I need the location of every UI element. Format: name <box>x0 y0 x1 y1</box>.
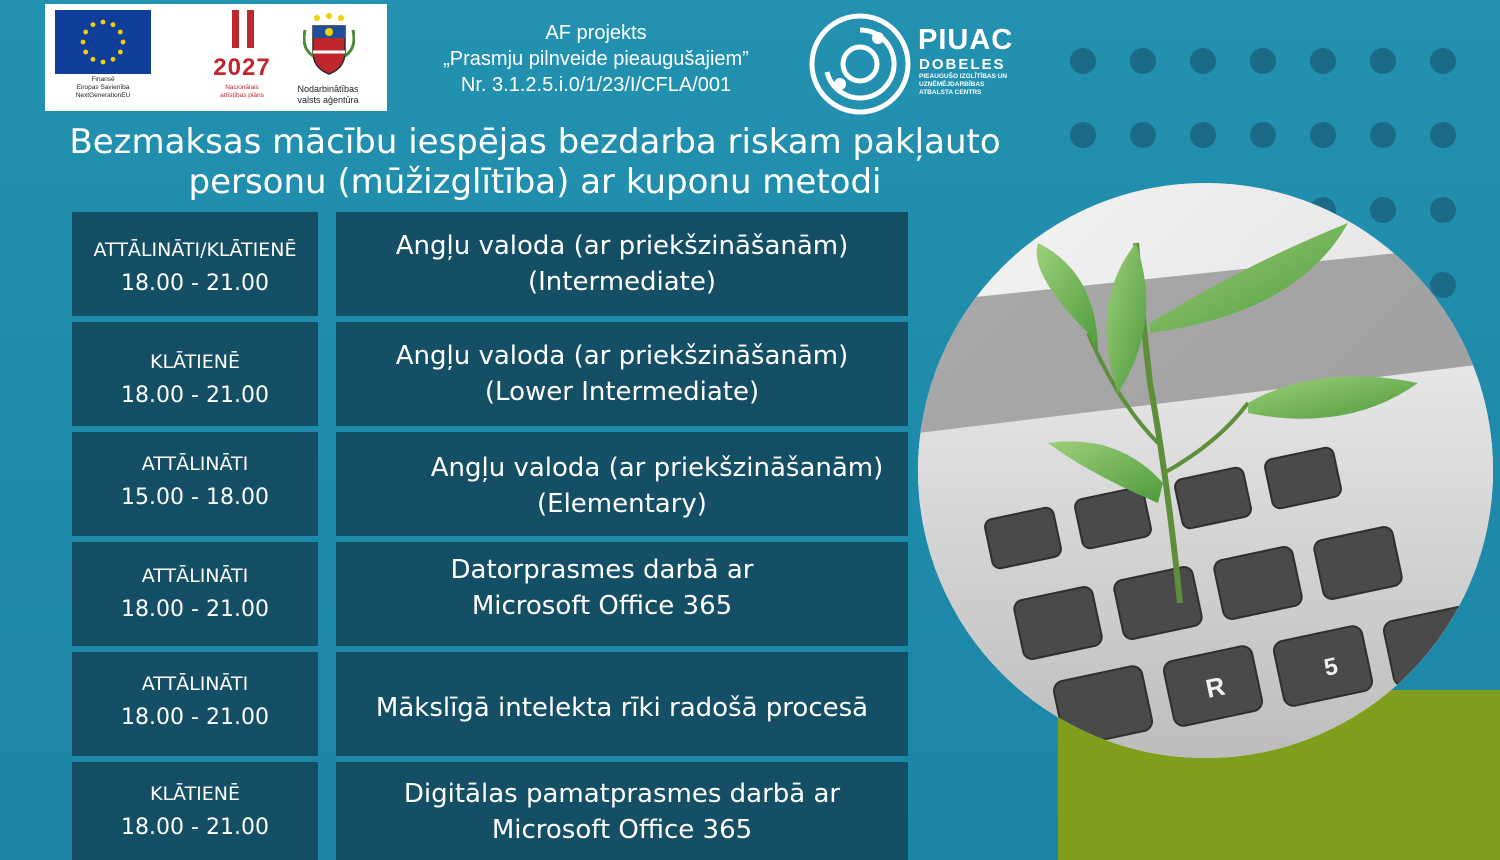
dot <box>1430 272 1456 298</box>
schedule-cell <box>72 432 318 536</box>
national-plan-year: 2027 <box>213 54 271 81</box>
eu-caption: Finansē Eiropas Savienība NextGenerationEU <box>75 76 131 99</box>
course-mode: KLĀTIENĒ <box>150 351 240 373</box>
course-level: Microsoft Office 365 <box>491 815 753 845</box>
course-time: 18.00 - 21.00 <box>121 271 269 296</box>
schedule-cell <box>72 542 318 646</box>
key-label: 5 <box>1321 652 1341 682</box>
course-cell <box>336 762 908 860</box>
course-time: 15.00 - 18.00 <box>121 485 269 510</box>
course-level: (Lower Intermediate) <box>484 377 760 407</box>
course-time: 18.00 - 21.00 <box>121 705 269 730</box>
dot <box>1430 48 1456 74</box>
course-cell <box>336 212 908 316</box>
plant-keyboard-photo <box>918 183 1493 758</box>
course-mode: ATTĀLINĀTI <box>141 565 249 587</box>
piuac-title: PIUAC <box>918 24 1014 56</box>
project-info <box>396 20 796 98</box>
dot <box>1430 122 1456 148</box>
schedule-cell <box>72 762 318 860</box>
dot <box>1070 48 1096 74</box>
eu-flag-icon <box>55 10 151 74</box>
course-cell <box>336 322 908 426</box>
course-title: Datorprasmes darbā ar <box>450 555 754 585</box>
project-number: Nr. 3.1.2.5.i.0/1/23/I/CFLA/001 <box>460 74 732 96</box>
course-mode: KLĀTIENĒ <box>150 783 240 805</box>
title-line-2: personu (mūžizglītība) ar kuponu metodi <box>188 162 882 202</box>
nva-caption: Nodarbinātības valsts aģentūra <box>297 84 359 105</box>
dot <box>1250 48 1276 74</box>
plant-keyboard-illustration <box>918 183 1493 758</box>
national-plan-caption: Nacionālais attīstības plāns <box>220 84 264 99</box>
course-title: Mākslīgā intelekta rīki radošā procesā <box>375 693 869 723</box>
national-plan-logo-icon <box>228 10 258 48</box>
course-time: 18.00 - 21.00 <box>121 815 269 840</box>
piuac-subtitle: DOBELES <box>919 56 1006 73</box>
dot <box>1370 197 1396 223</box>
dot <box>1190 122 1216 148</box>
course-title: Angļu valoda (ar priekšzināšanām) <box>395 231 849 261</box>
schedule-cell <box>72 212 318 316</box>
course-mode: ATTĀLINĀTI <box>141 453 249 475</box>
piuac-description: PIEAUGUŠO IZGLĪTĪBAS UN UZŅĒMĒJDARBĪBAS ATBALSTA CENTRS <box>919 73 1008 96</box>
project-name: „Prasmju pilnveide pieaugušajiem” <box>443 48 749 70</box>
course-cell <box>336 652 908 756</box>
course-mode: ATTĀLINĀTI <box>141 673 249 695</box>
dot <box>1370 122 1396 148</box>
project-label: AF projekts <box>545 22 647 44</box>
dot <box>1130 122 1156 148</box>
course-cell <box>336 542 908 646</box>
course-level: (Intermediate) <box>527 267 717 297</box>
dot <box>1190 48 1216 74</box>
course-level: Microsoft Office 365 <box>471 591 733 621</box>
course-title: Angļu valoda (ar priekšzināšanām) <box>395 341 849 371</box>
schedule-cell <box>72 652 318 756</box>
key-label: R <box>1203 670 1228 704</box>
piuac-logo-icon <box>808 12 912 116</box>
course-time: 18.00 - 21.00 <box>121 597 269 622</box>
course-title: Digitālas pamatprasmes darbā ar <box>403 779 841 809</box>
dot <box>1250 122 1276 148</box>
coat-of-arms-icon <box>303 12 355 78</box>
dot <box>1070 122 1096 148</box>
course-level: (Elementary) <box>537 489 707 519</box>
title-line-1: Bezmaksas mācību iespējas bezdarba riskam pakļauto <box>69 122 1001 162</box>
dot <box>1310 48 1336 74</box>
course-time: 18.00 - 21.00 <box>121 383 269 408</box>
dot <box>1370 48 1396 74</box>
dot <box>1310 122 1336 148</box>
partner-logos-panel <box>45 4 387 111</box>
course-mode: ATTĀLINĀTI/KLĀTIENĒ <box>93 239 297 261</box>
dot <box>1430 197 1456 223</box>
dot <box>1130 48 1156 74</box>
schedule-cell <box>72 322 318 426</box>
course-title: Angļu valoda (ar priekšzināšanām) <box>430 453 884 483</box>
page-title <box>30 122 1040 202</box>
course-cell <box>336 432 908 536</box>
